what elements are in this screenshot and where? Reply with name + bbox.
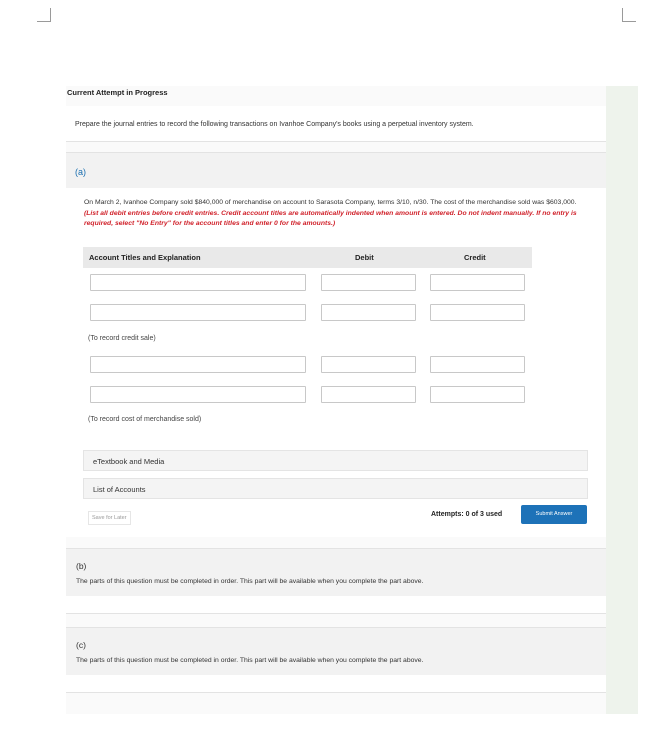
problem-statement [84, 198, 589, 230]
prompt-box [66, 106, 606, 142]
etextbook-link[interactable] [83, 450, 588, 471]
list-of-accounts-label: List of Accounts [93, 485, 146, 494]
attempts-counter: Attempts: 0 of 3 used [431, 511, 503, 518]
debit-input-3[interactable] [321, 356, 416, 373]
account-title-input-3[interactable] [90, 356, 306, 373]
part-c-message: The parts of this question must be completed in order. This part will be available when you complete the part above. [76, 657, 424, 664]
etextbook-label: eTextbook and Media [93, 457, 165, 466]
page-corner-mark-right [622, 8, 636, 22]
problem-instructions: (List all debit entries before credit entries. Credit account titles are automatically indented when amount is entered. Do not indent manually. If no entry is required, select "No Entry" for the account titles and enter 0 for the amounts.) [84, 209, 577, 227]
prompt-text: Prepare the journal entries to record the following transactions on Ivanhoe Company's books using a perpetual inventory system. [75, 121, 474, 128]
account-title-input-1[interactable] [90, 274, 306, 291]
list-of-accounts-link[interactable] [83, 478, 588, 499]
part-c-section [66, 627, 606, 675]
submit-answer-button[interactable]: Submit Answer [521, 505, 587, 524]
debit-input-1[interactable] [321, 274, 416, 291]
attempt-label: Current Attempt in Progress [67, 88, 168, 97]
part-c-letter: (c) [76, 640, 86, 650]
credit-input-2[interactable] [430, 304, 525, 321]
part-a-letter: (a) [75, 167, 86, 177]
account-title-input-2[interactable] [90, 304, 306, 321]
memo-credit-sale: (To record credit sale) [88, 335, 156, 342]
part-b-section [66, 548, 606, 596]
credit-input-1[interactable] [430, 274, 525, 291]
problem-text: On March 2, Ivanhoe Company sold $840,000 of merchandise on account to Sarasota Company, terms 3/10, n/30. The cost of the merchandise sold was $603,000. [84, 199, 577, 206]
header-debit: Debit [355, 253, 374, 262]
part-b-footer [66, 596, 606, 614]
part-b-letter: (b) [76, 561, 87, 571]
part-c-footer [66, 675, 606, 693]
account-title-input-4[interactable] [90, 386, 306, 403]
debit-input-4[interactable] [321, 386, 416, 403]
part-b-message: The parts of this question must be completed in order. This part will be available when you complete the part above. [76, 578, 424, 585]
memo-cost-of-goods: (To record cost of merchandise sold) [88, 416, 202, 423]
header-credit: Credit [464, 253, 486, 262]
header-account-titles: Account Titles and Explanation [89, 253, 201, 262]
credit-input-3[interactable] [430, 356, 525, 373]
save-for-later-button[interactable]: Save for Later [88, 511, 131, 525]
part-a-header [66, 152, 606, 188]
part-a-section [66, 152, 606, 537]
credit-input-4[interactable] [430, 386, 525, 403]
journal-table-header [83, 247, 532, 268]
side-strip [605, 86, 638, 714]
page-corner-mark-left [37, 8, 51, 22]
debit-input-2[interactable] [321, 304, 416, 321]
